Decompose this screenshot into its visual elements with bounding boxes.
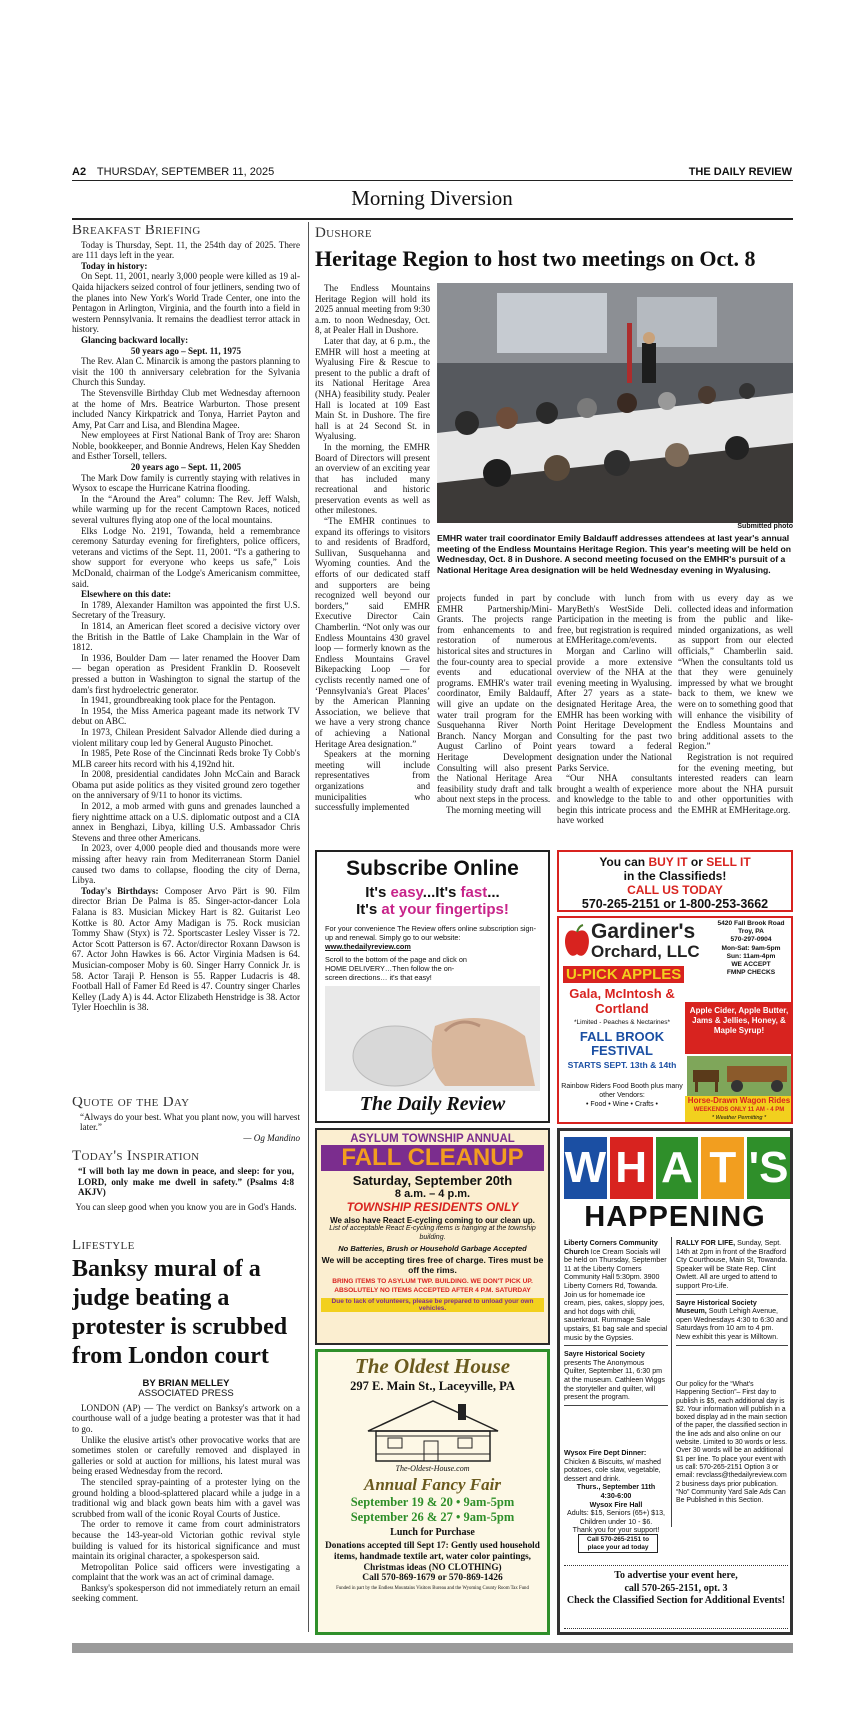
lifestyle-story: [72, 1240, 300, 1640]
oldest-dates-1: September 19 & 20 • 9am-5pm: [350, 1495, 515, 1509]
briefing-paragraph: In 1789, Alexander Hamilton was appointed the first U.S. Secretary of the Treasury.: [72, 599, 300, 621]
lifestyle-kicker: Lifestyle: [72, 1240, 135, 1253]
whats-letter: 'S: [747, 1137, 790, 1199]
address-line: Troy, PA: [738, 928, 764, 936]
briefing-paragraph: The Mark Dow family is currently staying with relatives in Wysox to escape the Hurricane Katrina flooding.: [72, 472, 300, 494]
briefing-paragraph: In 1954, the Miss America pageant made its network TV debut on ABC.: [72, 705, 300, 727]
briefing-paragraph: In 1973, Chilean President Salvador Allende died during a violent military coup led by General Augusto Pinochet.: [72, 726, 300, 748]
gardiners-address: [709, 920, 793, 977]
briefing-paragraph: Today is Thursday, Sept. 11, the 254th day of 2025. There are 111 days left in the year.: [72, 239, 300, 261]
subscribe-line2: It's at your fingertips!: [356, 901, 509, 918]
asylum-volunteers: Due to lack of volunteers, please be prepared to unload your own vehicles.: [321, 1298, 544, 1312]
briefing-paragraph: In 1936, Boulder Dam — later renamed the Hoover Dam — began operation as President Franklin D. Roosevelt pressed a button in Washington to signal the startup of the dam's first hydroelectric generator.: [72, 652, 300, 695]
lifestyle-headline: Banksy mural of a judge beating a protester is scrubbed from London court: [72, 1255, 288, 1369]
paper-name: THE DAILY REVIEW: [688, 166, 792, 178]
ad-whats-happening: [557, 1128, 793, 1635]
event-item: [564, 1239, 668, 1346]
asylum-date: Saturday, September 20th: [352, 1173, 513, 1188]
subscribe-url[interactable]: www.thedailyreview.com: [325, 942, 411, 951]
asylum-tires: We will be accepting tires free of charge. Tires must be off the rims.: [321, 1255, 544, 1275]
oldest-dates-2: September 26 & 27 • 9am-5pm: [350, 1510, 515, 1524]
lifestyle-paragraph: Banksy's spokesperson did not immediately return an email seeking comment.: [72, 1582, 300, 1604]
subscribe-title: Subscribe Online: [346, 857, 519, 880]
dushore-paragraph: In the morning, the EMHR Board of Directors will present an overview of an exciting year that has included many recreational and historic preservation events as well as other milestones.: [315, 441, 430, 516]
briefing-paragraph: Today in history:: [81, 260, 148, 271]
dushore-kicker: Dushore: [315, 225, 372, 241]
briefing-paragraph: In 2008, presidential candidates John McCain and Barack Obama put aside politics as they visited ground zero together on the anniversary of 9/11 to honor its victims.: [72, 769, 300, 801]
oldest-web: The-Oldest-House.com: [395, 1464, 470, 1473]
photo-caption: EMHR water trail coordinator Emily Baldauff addresses attendees at last year's annual meeting of the Endless Mountains Heritage Region. This year's meeting will be held on Wednesday, Oct. 8 in Dushore. A second meeting focused on the EMHR's pursuit of a National Heritage Area designation will be held Wednesday evening in Wyalusing.: [437, 533, 791, 575]
dushore-paragraph: with us every day as we collected ideas and information from the public and like-minded organizations, as well as support from our elected officials,” Chamberlin said. “When the consultants told us that they were genuinely impressed by what we brought back to them, we knew we were on to something good that will enhance the visibility of the Endless Mountains and bring additional assets to the Region.”: [678, 593, 793, 752]
ad-subscribe: [315, 850, 550, 1123]
dushore-col-3: [557, 593, 672, 843]
apple-varieties: Gala, McIntosh & Cortland: [569, 986, 675, 1016]
briefing-paragraph: Elsewhere on this date:: [81, 589, 172, 600]
dushore-paragraph: The Endless Mountains Heritage Region will hold its 2025 annual meeting from 9:30 a.m. to noon Wednesday, Oct. 8, at Pealer Hall in Dushore.: [315, 283, 430, 336]
top-rule: [72, 180, 793, 181]
apple-icon: [563, 924, 591, 958]
event-item: [676, 1239, 788, 1295]
asylum-time: 8 a.m. – 4 p.m.: [394, 1188, 471, 1200]
subscribe-body2: Scroll to the bottom of the page and click on HOME DELIVERY…Then follow the on-screen directions… it's that easy!: [325, 955, 467, 982]
quote-kicker: Quote of the Day: [72, 1097, 190, 1110]
call-box: Call 570-265-2151 to place your ad today: [578, 1534, 658, 1553]
meeting-photo: [437, 283, 793, 523]
event-text: South Lehigh Avenue, open Wednesdays 4:30 to 6:30 and Saturdays from 10 am to 4 pm. New exhibit this year is Milltown.: [676, 1307, 788, 1341]
ad-oldest-house: [315, 1349, 550, 1635]
briefing-paragraph: In 2012, a mob armed with guns and grenades launched a fiery nighttime attack on a U.S. diplomatic outpost and a CIA annex in Benghazi, Libya, killing U.S. Ambassador Chris Stevens and three other Americans.: [72, 801, 300, 843]
whats-letter: A: [656, 1137, 699, 1199]
briefing-paragraph: In 1941, groundbreaking took place for the Pentagon.: [81, 695, 276, 706]
upick-apples: U-PICK APPLES: [563, 966, 684, 983]
event-title: Liberty Corners Community Church: [564, 1239, 658, 1256]
page-number: A2: [72, 166, 87, 178]
inspiration-kicker: Today's Inspiration: [72, 1148, 200, 1165]
dushore-paragraph: “Our NHA consultants brought a wealth of experience and knowledge to the table to begin this intricate process and have worked: [557, 773, 672, 826]
house-drawing: [358, 1396, 508, 1464]
event-title: RALLY FOR LIFE,: [676, 1239, 736, 1247]
dushore-paragraph: Registration is not required for the evening meeting, but interested readers can learn more about the NHA pursuit and other opportunities with the EMHR at EMHeritage.org.: [678, 751, 793, 815]
asylum-bring: BRING ITEMS TO ASYLUM TWP. BUILDING. WE DON'T PICK UP. ABSOLUTELY NO ITEMS ACCEPTED AFTER 4 P.M. SATURDAY: [332, 1278, 533, 1294]
photo-credit: Submitted photo: [737, 523, 793, 530]
address-line: 570-297-0904: [730, 936, 772, 944]
classified-line2: in the Classifieds!: [623, 869, 727, 883]
ad-gardiners-orchard: [557, 916, 793, 1124]
subscribe-body: For your convenience The Review offers online subscription sign-up and renewal. Simply go to our website: www.thedailyreview.com: [325, 924, 537, 951]
dushore-col-2: [437, 593, 552, 843]
whats-letter: T: [701, 1137, 744, 1199]
gardiners-llc: Orchard, LLC: [591, 942, 700, 961]
whats-letter: H: [610, 1137, 653, 1199]
briefing-paragraph: On Sept. 11, 2001, nearly 3,000 people were killed as 19 al-Qaida hijackers seized control of four jetliners, sending two of the planes into New York's World Trade Center, one into the Pentagon in Arlington, Virginia, and the fourth into a field in western Pennsylvania. It remains the deadliest terror attack in history.: [72, 271, 300, 335]
issue-date: THURSDAY, SEPTEMBER 11, 2025: [96, 166, 275, 178]
classified-line1: You can BUY IT or SELL IT: [599, 855, 751, 869]
oldest-fair: Annual Fancy Fair: [364, 1475, 501, 1494]
dushore-paragraph: conclude with lunch from MaryBeth's WestSide Deli. Participation in the meeting is free, but registration is required at EMHeritage.com/events.: [557, 593, 672, 646]
asylum-no: No Batteries, Brush or Household Garbage Accepted: [338, 1244, 527, 1253]
dushore-paragraph: Later that day, at 6 p.m., the EMHR will host a meeting at Wyalusing Fire & Rescue to present to the public a draft of its National Heritage Area (NHA) feasibility study. Pealer Hall is located at 109 East Main St. in Dushore. The fire hall is at 24 Second St. in Wyalusing.: [315, 335, 430, 442]
dushore-paragraph: “The EMHR continues to expand its offerings to visitors to and residents of Bradford, Sullivan, Susquehanna and Wyoming counties. And the efforts of our dedicated staff and supporters are being recognized well beyond our borders,” said EMHR Executive Director Cain Chamberlin. “Not only was our Endless Mountains 430 gravel loop — formerly known as the Endless Mountains Gravel Bikepacking Loop — for cyclists recently named one of ‘Pennsylvania's Great Places’ by the American Planning Association, we believe that we have a very strong chance of achieving a National Heritage Area designation.”: [315, 516, 430, 749]
subscribe-line1: It's easy...It's fast...: [365, 884, 500, 901]
wagon-rides: Horse-Drawn Wagon Rides WEEKENDS ONLY 11 AM - 4 PM * Weather Permitting *: [685, 1096, 793, 1124]
address-line: Sun: 11am-4pm: [726, 952, 776, 960]
lifestyle-paragraph: Unlike the elusive artist's other provocative works that are sometimes stolen or carefully removed and displayed in galleries or sold at auction for millions, his latest mural was being erased Wednesday from the record.: [72, 1434, 300, 1477]
byline: BY BRIAN MELLEY ASSOCIATED PRESS: [138, 1377, 234, 1400]
briefing-paragraph: Elks Lodge No. 2191, Towanda, held a remembrance ceremony Saturday evening for firefighters, police officers, veterans and victims of the Sept. 11, 2001. “I's a gathering to show support for everyone who keeps us safe,” Lois McDonald, chairman of the Lodge's Americanism committee, said.: [72, 525, 300, 589]
dushore-col-1: [315, 283, 430, 841]
briefing-paragraph: New employees at First National Bank of Troy are: Sharon Noble, bookkeeper, and Bonnie Andrews, Helen Kay Shedden and Esther Torsell, tellers.: [72, 430, 300, 462]
briefing-paragraph: In the “Around the Area” column: The Rev. Jeff Walsh, while warming up for the recent Camptown Races, noticed several vultures flying atop one of the local mountains.: [72, 493, 300, 526]
bottom-bar: [72, 1643, 793, 1653]
festival: FALL BROOK FESTIVAL STARTS SEPT. 13th & 14th: [567, 1029, 677, 1070]
lifestyle-paragraph: The stenciled spray-painting of a protester lying on the ground holding a blood-splattered placard while a judge in a traditional wig and black gown beats him with a gavel was scrubbed from wall of the iconic Royal Courts of Justice.: [72, 1476, 300, 1519]
classified-line3: CALL US TODAY: [627, 883, 723, 897]
classified-phone: 570-265-2151 or 1-800-253-3662: [581, 897, 769, 911]
whats-left-col: [564, 1239, 668, 1410]
inspiration-verse: “I will both lay me down in peace, and sleep: for you, LORD, only make me dwell in safety.” (Psalms 4:8 AKJV): [78, 1165, 294, 1198]
event-text: Ice Cream Socials will be held on Thursday, September 11 at the Liberty Corners Community Hall 5:30pm. 3900 Liberty Corners Rd, Towanda. Join us for homemade ice cream, pies, cakes, sloppy joes, and hot dogs with chili, sauerkraut. Rummage Sale upstairs, $1 bag sale and special music by the Gypsies.: [564, 1247, 668, 1342]
quote-attrib: — Og Mandino: [243, 1132, 300, 1143]
folio: [72, 166, 274, 178]
quote-text: “Always do your best. What you plant now, you will harvest later.”: [80, 1111, 300, 1133]
briefing-paragraph: The Stevensville Birthday Club met Wednesday afternoon at the home of Mrs. Beatrice Warburton. Those present included Nancy Kirkpatrick and Tonya, Harriet Payton and Amy, Pat Carr and Lisa, and Blendina Magee.: [72, 387, 300, 430]
oldest-address: 297 E. Main St., Laceyville, PA: [350, 1379, 515, 1393]
asylum-title2: FALL CLEANUP: [321, 1145, 544, 1171]
subscribe-logo: The Daily Review: [359, 1093, 506, 1115]
quote-section: [72, 1097, 300, 1247]
briefing-paragraph: In 2023, over 4,000 people died and thousands more were missing after heavy rain from Mediterranean Storm Daniel caused two dams to collapse, flooding the city of Derna, Libya.: [72, 843, 300, 886]
mouse-hand-image: [325, 986, 540, 1091]
lifestyle-paragraph: Metropolitan Police said officers were investigating a complaint that the work was an act of criminal damage.: [72, 1561, 300, 1583]
event-text: presents The Anonymous Quilter, September 11, 6:30 pm at the museum. Cathleen Wiggs the storyteller and quilter, will present the program.: [564, 1358, 665, 1402]
dushore-header: [315, 225, 793, 272]
event-title: Sayre Historical Society: [564, 1350, 645, 1359]
asylum-title1: ASYLUM TOWNSHIP ANNUAL: [350, 1133, 515, 1145]
dushore-col-4: [678, 593, 793, 843]
orchard-products: Apple Cider, Apple Butter, Jams & Jellies, Honey, & Maple Syrup!: [685, 1002, 793, 1054]
food-booth: Rainbow Riders Food Booth plus many other Vendors: • Food • Wine • Crafts •: [561, 1083, 683, 1108]
section-rule: [72, 218, 793, 220]
dushore-paragraph: projects funded in part by EMHR Partnership/Mini-Grants. The projects range from enhancements to and restoration of numerous historical sites and structures in the four-county area to special events and educational programs. EMHR's water trail coordinator, Emily Baldauff, will give an update on the water trail program for the Susquehanna River North Branch. Nancy Morgan and August Carlino of Point Heritage Development Consulting will also present the National Heritage Area feasibility study draft and talk about next steps in the process.: [437, 593, 552, 805]
briefing-paragraph: In 1985, Pete Rose of the Cincinnati Reds broke Ty Cobb's MLB career hits record with his 4,192nd hit.: [72, 748, 300, 769]
whats-policy: Our policy for the “What's Happening Section”– First day to publish is $5, each additional day is $2. Your information will publish in a boxed display ad in the main section of the paper, the classified section in the line ads and also online on our website. Limited to 30 words or less. Over 30 words will be an additional $1 per line. To place your event with us call: 570-265-2151 Option 3 or email: revclass@thedailyreview.com 2 business days prior publication. “No” Community Yard Sale Ads Can Be Published in this Section.: [676, 1381, 788, 1505]
breakfast-briefing: [72, 225, 300, 1105]
oldest-funded: Funded in part by the Endless Mountains Visitors Bureau and the Wyoming County Room Tax Fund: [336, 1586, 529, 1591]
lifestyle-body: [72, 1403, 300, 1604]
whats-letters: [564, 1137, 790, 1199]
briefing-paragraph: The Rev. Alan C. Minarcik is among the pastors planning to visit the 100 th anniversary celebration for the Sylvania Church this Sunday.: [72, 356, 300, 388]
lifestyle-paragraph: The order to remove it came from court administrators because the 143-year-old Victorian gothic revival style building is valued for its historical significance and must maintain its original character, a spokesperson said.: [72, 1519, 300, 1562]
limited-fruit: *Limited - Peaches & Nectarines*: [573, 1019, 671, 1026]
briefing-paragraph: 50 years ago – Sept. 11, 1975: [130, 345, 242, 356]
oldest-title: The Oldest House: [354, 1354, 511, 1378]
briefing-kicker: Breakfast Briefing: [72, 225, 201, 238]
dushore-headline: Heritage Region to host two meetings on Oct. 8: [315, 246, 756, 271]
oldest-call: Call 570-869-1679 or 570-869-1426: [362, 1573, 503, 1583]
dushore-paragraph: Speakers at the morning meeting will include representatives from organizations and municipalities who successfully implemented: [315, 749, 430, 813]
briefing-paragraph: In 1814, an American fleet scored a decisive victory over the British in the Battle of Lake Champlain in the War of 1812.: [72, 620, 300, 653]
address-line: 5420 Fall Brook Road: [717, 920, 785, 927]
briefing-body: [72, 240, 300, 886]
asylum-list: List of acceptable React E-cycling items is hanging at the township building.: [329, 1225, 536, 1241]
event-item: [676, 1299, 788, 1346]
event-item: [564, 1350, 668, 1406]
meeting-photo-image: [437, 283, 793, 523]
birthdays: Today's Birthdays: Composer Arvo Pärt is 90. Film director Brian De Palma is 85. Singer-actor-dancer Lola Falana is 83. Musician Mickey Hart is 82. Guitarist Leo Kottke is 80. Actor Amy Madigan is 75. Rock musician Tommy Shaw (Styx) is 72. Sportscaster Lesley Visser is 72. Actor Scott Patterson is 67. Actor/director Roxann Dawson is 67. Actor John Hawkes is 66. Actor Virginia Madsen is 64. Musician-composer Moby is 60. Singer Harry Connick Jr. is 58. Actor Taraji P. Henson is 55. Rapper Ludacris is 48. Football Hall of Famer Ed Reed is 47. Country singer Charles Kelley (Lady A) is 44. Actor Elizabeth Henstridge is 38. Actor Tyler Hoechlin is 38.: [72, 885, 300, 1013]
section-title: Morning Diversion: [351, 186, 513, 210]
wagon-image: [687, 1056, 793, 1096]
oldest-lunch: Lunch for Purchase: [390, 1527, 475, 1538]
briefing-paragraph: Glancing backward locally:: [81, 334, 189, 345]
whats-letter: W: [564, 1137, 607, 1199]
event-text: Sunday, Sept. 14th at 2pm in front of the Bradford Cty Courthouse, Main St, Towanda. Speaker will be State Rep. Clint Owlett. All are urged to attend to support Pro-Life.: [676, 1239, 788, 1290]
inspiration-note: You can sleep good when you know you are in God's Hands.: [75, 1201, 297, 1212]
event-title: Sayre Historical Society Museum,: [676, 1298, 757, 1316]
asylum-recycle: We also have React E-cycling coming to our clean up.: [330, 1216, 535, 1225]
dushore-paragraph: The morning meeting will: [446, 804, 542, 815]
dushore-paragraph: Morgan and Carlino will provide a more extensive overview of the NHA at the evening meeting in Wyalusing. After 27 years as a state-designated Heritage Area, the EMHR has been working with Point Heritage Development Consulting for the past two years toward a federal designation under the National Parks Service.: [557, 645, 672, 773]
happening-title: HAPPENING: [584, 1201, 766, 1233]
whats-divider: [671, 1237, 672, 1527]
ad-asylum-cleanup: [315, 1128, 550, 1345]
address-line: Mon-Sat: 9am-5pm: [721, 944, 781, 952]
whats-right-col: [676, 1239, 788, 1350]
ad-classified: [557, 850, 793, 912]
briefing-paragraph: 20 years ago – Sept. 11, 2005: [130, 462, 242, 473]
gardiners-name: Gardiner's: [591, 920, 696, 943]
asylum-residents: TOWNSHIP RESIDENTS ONLY: [346, 1200, 519, 1214]
advertise-event: To advertise your event here, call 570-265-2151, opt. 3 Check the Classified Section for Additional Events!: [564, 1565, 788, 1629]
column-divider: [308, 222, 309, 1632]
oldest-donations: Donations accepted till Sept 17: Gently used household items, handmade textile art, water color paintings, Christmas ideas (NO CLOTHING): [325, 1540, 540, 1572]
wysox-dinner: Wysox Fire Dept Dinner: Chicken & Biscuits, w/ mashed potatoes, cole slaw, vegetable, dessert and drink. Thurs., September 11th 4:30-6:00 Wysox Fire Hall Adults: $15, Seniors (65+) $13, Children under 10 - $6. Thank you for your support!: [564, 1449, 665, 1535]
lifestyle-paragraph: LONDON (AP) — The verdict on Banksy's artwork on a courthouse wall of a judge beating a protester was that it had to go.: [72, 1402, 300, 1434]
address-line: FMNP CHECKS: [726, 969, 776, 977]
address-line: WE ACCEPT: [731, 961, 771, 969]
